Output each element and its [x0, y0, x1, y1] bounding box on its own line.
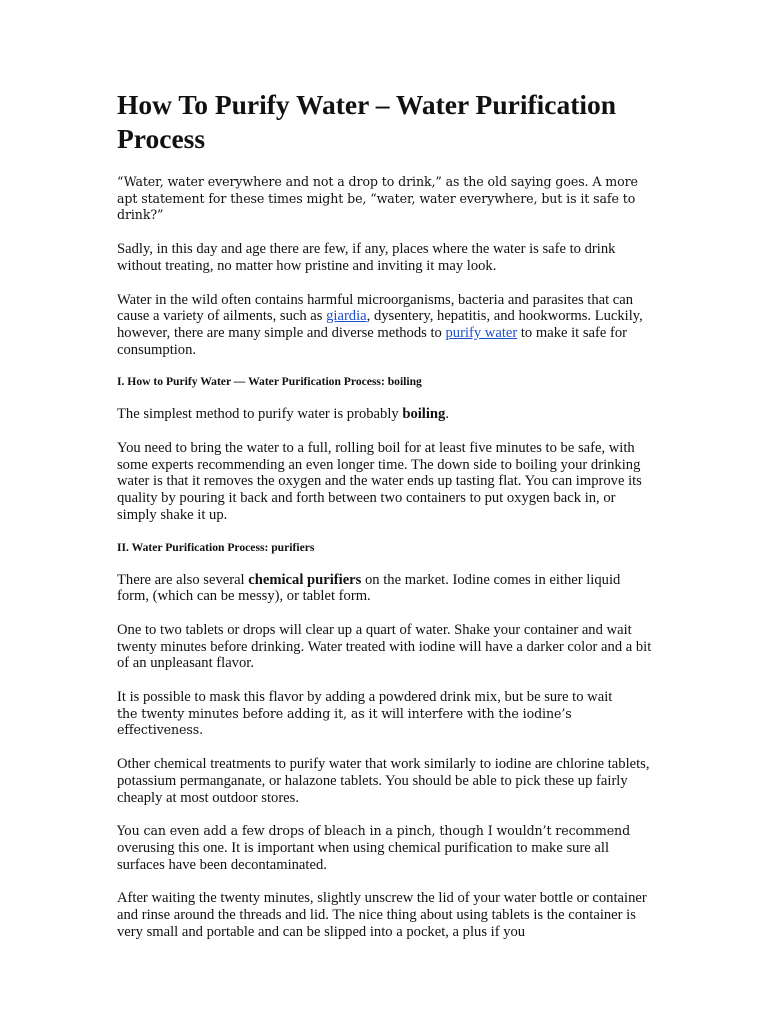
paragraph-text: The simplest method to purify water is probably	[117, 406, 403, 423]
article-body	[117, 88, 653, 958]
paragraph-text: overusing this one. It is important when using chemical purification to make sure all surfaces have been decontaminated.	[117, 839, 610, 873]
paragraph-after-waiting: After waiting the twenty minutes, slightly unscrew the lid of your water bottle or container and rinse around the threads and lid. The nice thing about using tablets is the container is very small and portable and can be slipped into a pocket, a plus if you	[117, 890, 647, 940]
giardia-link[interactable]: giardia	[326, 308, 367, 325]
bold-term: chemical purifiers	[248, 571, 362, 588]
heading-purifiers: II. Water Purification Process: purifiers	[117, 540, 315, 554]
paragraph-rolling-boil: You need to bring the water to a full, rolling boil for at least five minutes to be safe, with some experts recommending an even longer time. The down side to boiling your drinking water is that it removes the oxygen and the water ends up tasting flat. You can improve its quality by pouring it back and forth between two containers to put oxygen back in, or simply shake it up.	[117, 440, 642, 523]
paragraph-text: to make it safe for consumption.	[117, 324, 628, 358]
paragraph-sadly: Sadly, in this day and age there are few, if any, places where the water is safe to drink without treating, no matter how pristine and inviting it may look.	[117, 241, 616, 274]
paragraph-simplest-method	[117, 406, 653, 423]
paragraph-text: , dysentery, hepatitis, and hookworms. Luckily, however, there are many simple and diverse methods to	[117, 308, 643, 341]
paragraph-text: You can even add a few drops of bleach in a pinch, though I wouldn’t recommend	[117, 823, 631, 839]
heading-boiling: I. How to Purify Water — Water Purification Process: boiling	[117, 375, 422, 389]
paragraph-microorganisms	[117, 292, 653, 359]
paragraph-text: .	[445, 406, 449, 423]
paragraph-other-treatments: Other chemical treatments to purify water that work similarly to iodine are chlorine tablets, potassium permanganate, or halazone tablets. You should be able to pick these up fairly cheaply at most outdoor stores.	[117, 756, 650, 806]
paragraph-tablets: One to two tablets or drops will clear up a quart of water. Shake your container and wait twenty minutes before drinking. Water treated with iodine will have a darker color and a bit of an unpleasant flavor.	[117, 621, 652, 672]
article-title: How To Purify Water – Water Purification Process	[117, 89, 617, 154]
paragraph-text: It is possible to mask this flavor by adding a powdered drink mix, but be sure to wait	[117, 689, 613, 706]
paragraph-text: Water in the wild often contains harmful microorganisms, bacteria and parasites that can cause a variety of ailments, such as	[117, 291, 634, 325]
paragraph-bleach	[117, 823, 653, 873]
bold-term: boiling	[402, 406, 446, 423]
paragraph-text: the twenty minutes before adding it, as it will interfere with the iodine’s effectiveness.	[117, 705, 572, 738]
intro-paragraph: “Water, water everywhere and not a drop to drink,” as the old saying goes. A more apt statement for these times might be, “water, water everywhere, but is it safe to drink?”	[117, 174, 638, 223]
paragraph-chemical-purifiers	[117, 572, 653, 605]
paragraph-text: on the market. Iodine comes in either liquid form, (which can be messy), or tablet form.	[117, 571, 621, 605]
paragraph-mask-flavor	[117, 689, 653, 739]
purify-water-link[interactable]: purify water	[445, 324, 518, 341]
paragraph-text: There are also several	[117, 571, 249, 588]
